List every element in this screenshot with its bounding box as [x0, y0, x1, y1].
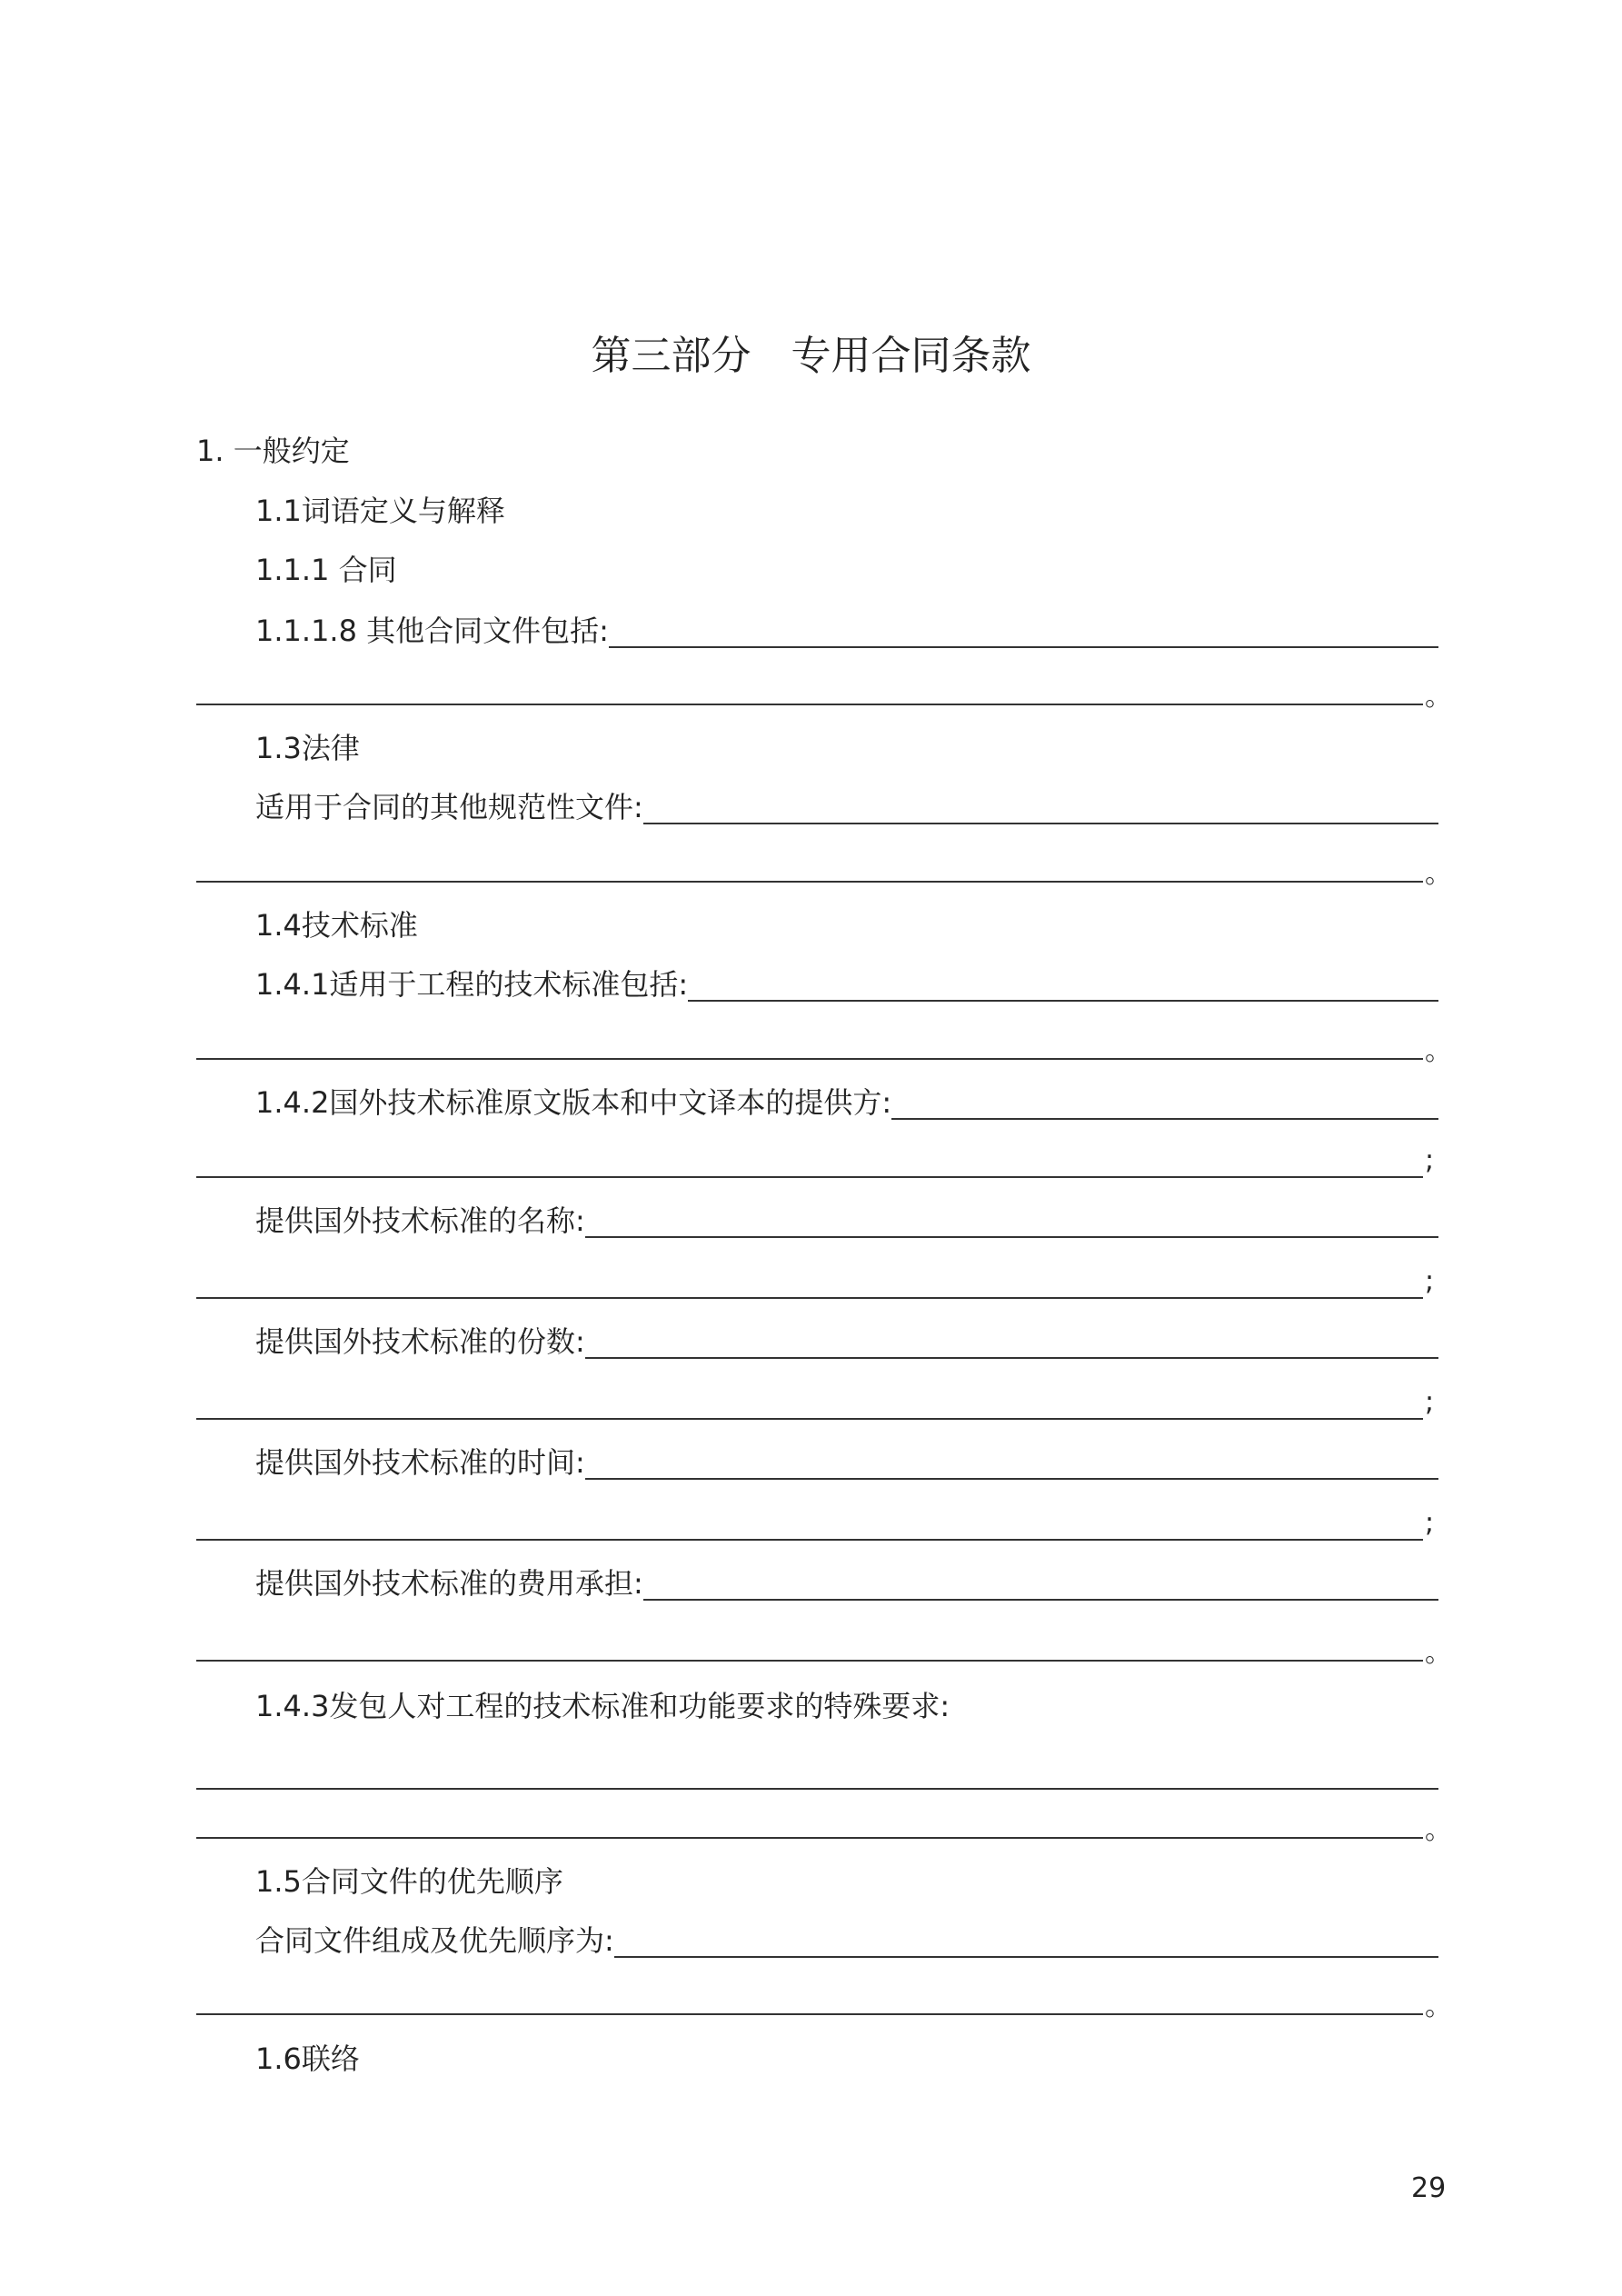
page-title: 第三部分 专用合同条款: [591, 333, 1031, 379]
blank-line[interactable]: [196, 1539, 1423, 1541]
blank-line[interactable]: [688, 999, 1438, 1002]
blank-line[interactable]: [196, 1058, 1423, 1060]
field-label: 1.4.1适用于工程的技术标准包括:: [255, 967, 689, 1002]
field-label: 提供国外技术标准的名称:: [255, 1203, 585, 1238]
field-label: 提供国外技术标准的时间:: [255, 1445, 585, 1480]
blank-line[interactable]: [585, 1477, 1438, 1480]
period-mark: 。: [1425, 1991, 1452, 2022]
period-mark: 。: [1425, 858, 1452, 890]
section-heading: [255, 904, 1438, 944]
form-field: [255, 1321, 1438, 1361]
semicolon-mark: ;: [1425, 1386, 1435, 1418]
form-field: [255, 1920, 1438, 1960]
section-label: 1.5合同文件的优先顺序: [255, 1864, 563, 1899]
blank-line[interactable]: [196, 704, 1423, 705]
period-mark: 。: [1425, 1637, 1452, 1669]
field-label: 1.4.3发包人对工程的技术标准和功能要求的特殊要求:: [255, 1689, 950, 1723]
section-heading: [255, 727, 1438, 767]
section-label: 1.4技术标准: [255, 908, 418, 943]
period-mark: 。: [1425, 1035, 1452, 1067]
field-label: 提供国外技术标准的费用承担:: [255, 1566, 643, 1601]
section-heading: [255, 490, 1438, 530]
blank-line[interactable]: [609, 645, 1438, 648]
period-mark: 。: [1425, 1814, 1452, 1846]
field-label: 适用于合同的其他规范性文件:: [255, 790, 643, 824]
section-heading: [196, 430, 1438, 470]
section-label: 1.1词语定义与解释: [255, 494, 505, 528]
blank-line[interactable]: [196, 1418, 1423, 1420]
form-field: [255, 610, 1438, 650]
semicolon-mark: ;: [1425, 1507, 1435, 1539]
field-label: 1.1.1.8 其他合同文件包括:: [255, 614, 609, 648]
blank-line[interactable]: [196, 881, 1423, 883]
blank-line[interactable]: [196, 1297, 1423, 1299]
blank-line[interactable]: [643, 1598, 1438, 1601]
form-field: [255, 1200, 1438, 1240]
blank-line[interactable]: [196, 1660, 1423, 1662]
section-label: 1. 一般约定: [196, 434, 350, 468]
field-label: 合同文件组成及优先顺序为:: [255, 1923, 614, 1958]
blank-line[interactable]: [614, 1955, 1438, 1958]
section-heading: [255, 1861, 1438, 1901]
period-mark: 。: [1425, 681, 1452, 713]
blank-line[interactable]: [891, 1117, 1438, 1120]
form-field: [255, 786, 1438, 826]
blank-line[interactable]: [196, 2013, 1423, 2015]
blank-line[interactable]: [585, 1356, 1438, 1359]
form-field: [255, 963, 1438, 1003]
field-label: 1.4.2国外技术标准原文版本和中文译本的提供方:: [255, 1085, 892, 1120]
blank-line[interactable]: [585, 1235, 1438, 1238]
field-label: 提供国外技术标准的份数:: [255, 1324, 585, 1359]
page-number: 29: [1411, 2172, 1447, 2204]
section-heading: [255, 549, 1438, 589]
section-label: 1.3法律: [255, 731, 360, 765]
section-label: 1.1.1 合同: [255, 553, 397, 587]
semicolon-mark: ;: [1425, 1144, 1435, 1176]
section-heading: [255, 2038, 1438, 2078]
section-label: 1.6联络: [255, 2041, 360, 2076]
form-field: [255, 1562, 1438, 1602]
blank-line[interactable]: [643, 822, 1438, 824]
blank-line[interactable]: [196, 1788, 1438, 1790]
semicolon-mark: ;: [1425, 1265, 1435, 1297]
section-heading: [255, 1685, 1438, 1725]
form-field: [255, 1442, 1438, 1482]
form-field: [255, 1082, 1438, 1122]
blank-line[interactable]: [196, 1176, 1423, 1178]
blank-line[interactable]: [196, 1837, 1423, 1839]
